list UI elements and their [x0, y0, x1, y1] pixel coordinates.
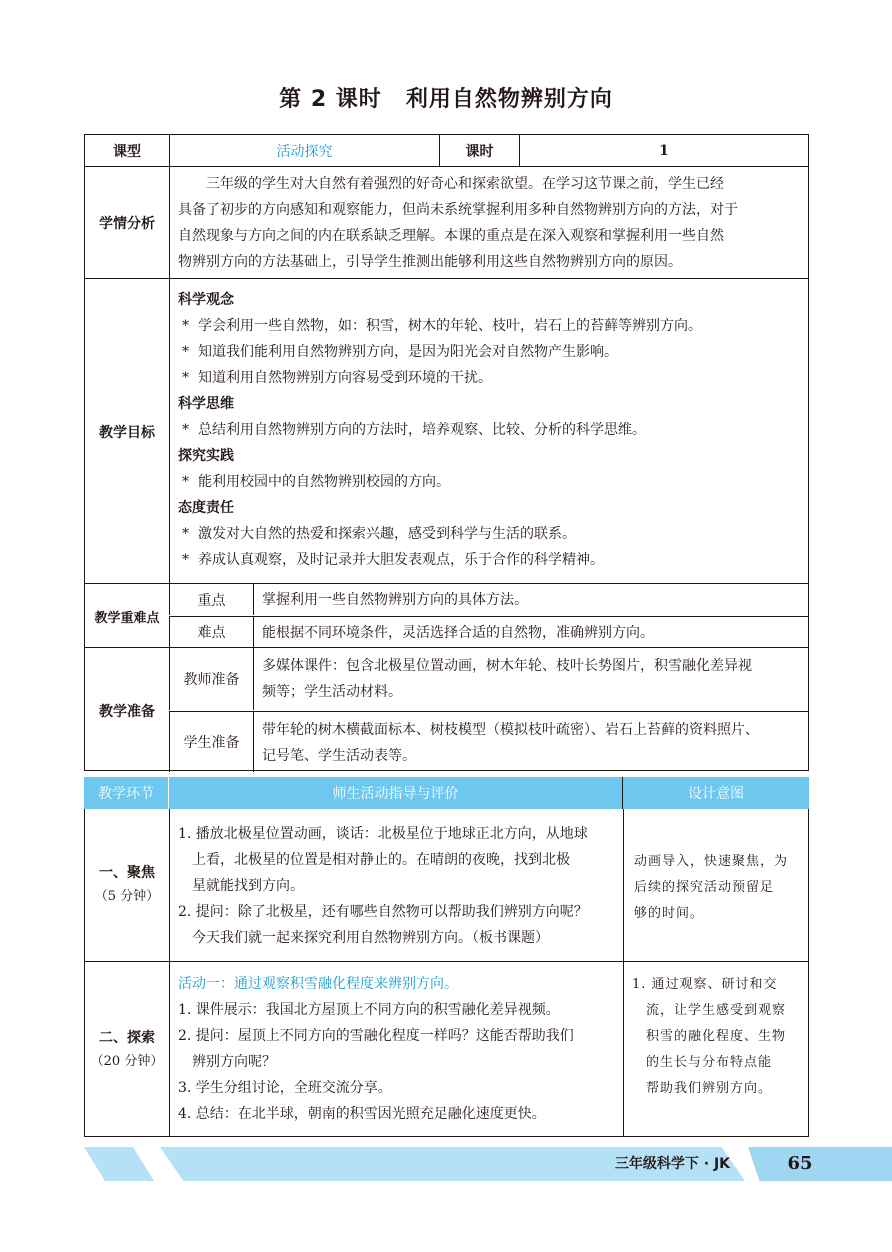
stage-focus-time: （5 分钟） — [94, 889, 160, 904]
type-value: 活动探究 — [169, 135, 439, 166]
type-row — [85, 135, 808, 166]
difficulty-row — [169, 616, 808, 647]
preparation-label: 教学准备 — [99, 703, 155, 720]
attitude-heading: 态度责任 — [178, 500, 234, 516]
star-icon: * — [182, 344, 189, 360]
analysis-label: 学情分析 — [99, 216, 155, 232]
thinking-heading: 科学思维 — [178, 396, 234, 412]
key-points-row — [85, 583, 808, 647]
stage-explore-time: （20 分钟） — [90, 1053, 164, 1069]
star-icon: * — [182, 526, 189, 542]
student-prep-label: 学生准备 — [169, 712, 253, 772]
star-icon: * — [182, 370, 189, 386]
focus-text: 掌握利用一些自然物辨别方向的具体方法。 — [253, 584, 808, 615]
stage-explore-activities: 活动一：通过观察积雪融化程度来辨别方向。 1. 课件展示：我国北方屋顶上不同方向的积雪融化差异视频。 2. 提问：屋顶上不同方向的雪融化程度一样吗？这能否帮助我们 辨别方向呢？ 3. 学生分组讨论，全班交流分享。 4. 总结：在北半球，朝南的积雪因光照充足融化速度更快。 — [169, 962, 623, 1137]
stage-focus-intent: 动画导入，快速聚焦，为 后续的探究活动预留足 够的时间。 — [623, 809, 808, 961]
teacher-prep-text: 多媒体课件：包含北极星位置动画，树木年轮、枝叶长势图片，积雪融化差异视 频等；学生活动材料。 — [253, 648, 808, 710]
concept-item: * 知道利用自然物辨别方向容易受到环境的干扰。 — [178, 365, 800, 391]
stage-explore-intent: 1. 通过观察、研讨和交 流，让学生感受到观察 积雪的融化程度、生物 的生长与分布特点能 帮助我们辨别方向。 — [623, 962, 808, 1137]
process-header — [84, 777, 809, 809]
goals-content — [169, 279, 808, 583]
footer-book-title: 三年级科学下 · JK — [614, 1156, 730, 1172]
header-stage: 教学环节 — [98, 786, 154, 802]
attitude-item: * 养成认真观察，及时记录并大胆发表观点，乐于合作的科学精神。 — [178, 547, 800, 573]
inquiry-item: * 能利用校园中的自然物辨别校园的方向。 — [178, 469, 800, 495]
concept-item: * 知道我们能利用自然物辨别方向，是因为阳光会对自然物产生影响。 — [178, 339, 800, 365]
student-prep-row — [169, 711, 808, 772]
concept-heading: 科学观念 — [178, 292, 234, 308]
key-points-label: 教学重难点 — [94, 610, 160, 626]
analysis-row — [85, 166, 808, 278]
teacher-prep-label: 教师准备 — [169, 648, 253, 710]
activity-one-title: 活动一：通过观察积雪融化程度来辨别方向。 — [178, 976, 458, 992]
student-prep-text: 带年轮的树木横截面标本、树枝模型（模拟枝叶疏密）、岩石上苔藓的资料照片、 记号笔、学生活动表等。 — [253, 712, 808, 772]
thinking-item: * 总结利用自然物辨别方向的方法时，培养观察、比较、分析的科学思维。 — [178, 417, 800, 443]
preparation-row — [85, 647, 808, 772]
analysis-line: 物辨别方向的方法基础上，引导学生推测出能够利用这些自然物辨别方向的原因。 — [178, 254, 682, 270]
difficulty-label: 难点 — [169, 617, 253, 647]
hours-value: 1 — [519, 135, 808, 166]
header-intent: 设计意图 — [622, 777, 809, 809]
footer-stripe-left — [84, 1147, 154, 1181]
stage-explore-row — [85, 961, 808, 1137]
process-table — [84, 809, 809, 1137]
stage-focus-activities: 1. 播放北极星位置动画，谈话：北极星位于地球正北方向，从地球 上看，北极星的位置是相对静止的。在晴朗的夜晚，找到北极 星就能找到方向。 2. 提问：除了北极星，还有哪些自然物可以帮助我们辨别方向呢？ 今天我们就一起来探究利用自然物辨别方向。（板书课题） — [169, 809, 623, 961]
stage-explore-name: 二、探索 — [99, 1029, 155, 1046]
attitude-item: * 激发对大自然的热爱和探索兴趣，感受到科学与生活的联系。 — [178, 521, 800, 547]
stage-focus-row — [85, 809, 808, 961]
lesson-info-table — [84, 134, 809, 771]
inquiry-heading: 探究实践 — [178, 448, 234, 464]
analysis-line: 三年级的学生对大自然有着强烈的好奇心和探索欲望。在学习这节课之前，学生已经 — [206, 176, 724, 192]
analysis-line: 具备了初步的方向感知和观察能力，但尚未系统掌握利用多种自然物辨别方向的方法，对于 — [178, 202, 738, 218]
hours-label: 课时 — [439, 135, 519, 166]
concept-item: * 学会利用一些自然物，如：积雪，树木的年轮、枝叶，岩石上的苔藓等辨别方向。 — [178, 313, 800, 339]
goals-row — [85, 278, 808, 583]
star-icon: * — [182, 422, 189, 438]
analysis-line: 自然现象与方向之间的内在联系缺乏理解。本课的重点是在深入观察和掌握利用一些自然 — [178, 228, 724, 244]
goals-label: 教学目标 — [99, 424, 155, 441]
star-icon: * — [182, 552, 189, 568]
header-activity: 师生活动指导与评价 — [168, 777, 622, 809]
type-label: 课型 — [113, 143, 141, 160]
lesson-topic: 利用自然物辨别方向 — [405, 87, 613, 112]
analysis-text — [169, 167, 808, 278]
star-icon: * — [182, 474, 189, 490]
page-number: 65 — [787, 1153, 813, 1174]
difficulty-text: 能根据不同环境条件，灵活选择合适的自然物，准确辨别方向。 — [253, 617, 808, 647]
stage-explore-label — [85, 962, 169, 1137]
stage-focus-label — [85, 809, 169, 961]
focus-label: 重点 — [169, 584, 253, 615]
star-icon: * — [182, 318, 189, 334]
lesson-number: 第 2 课时 — [279, 87, 382, 112]
page-title — [0, 82, 892, 113]
stage-focus-name: 一、聚焦 — [99, 865, 155, 881]
